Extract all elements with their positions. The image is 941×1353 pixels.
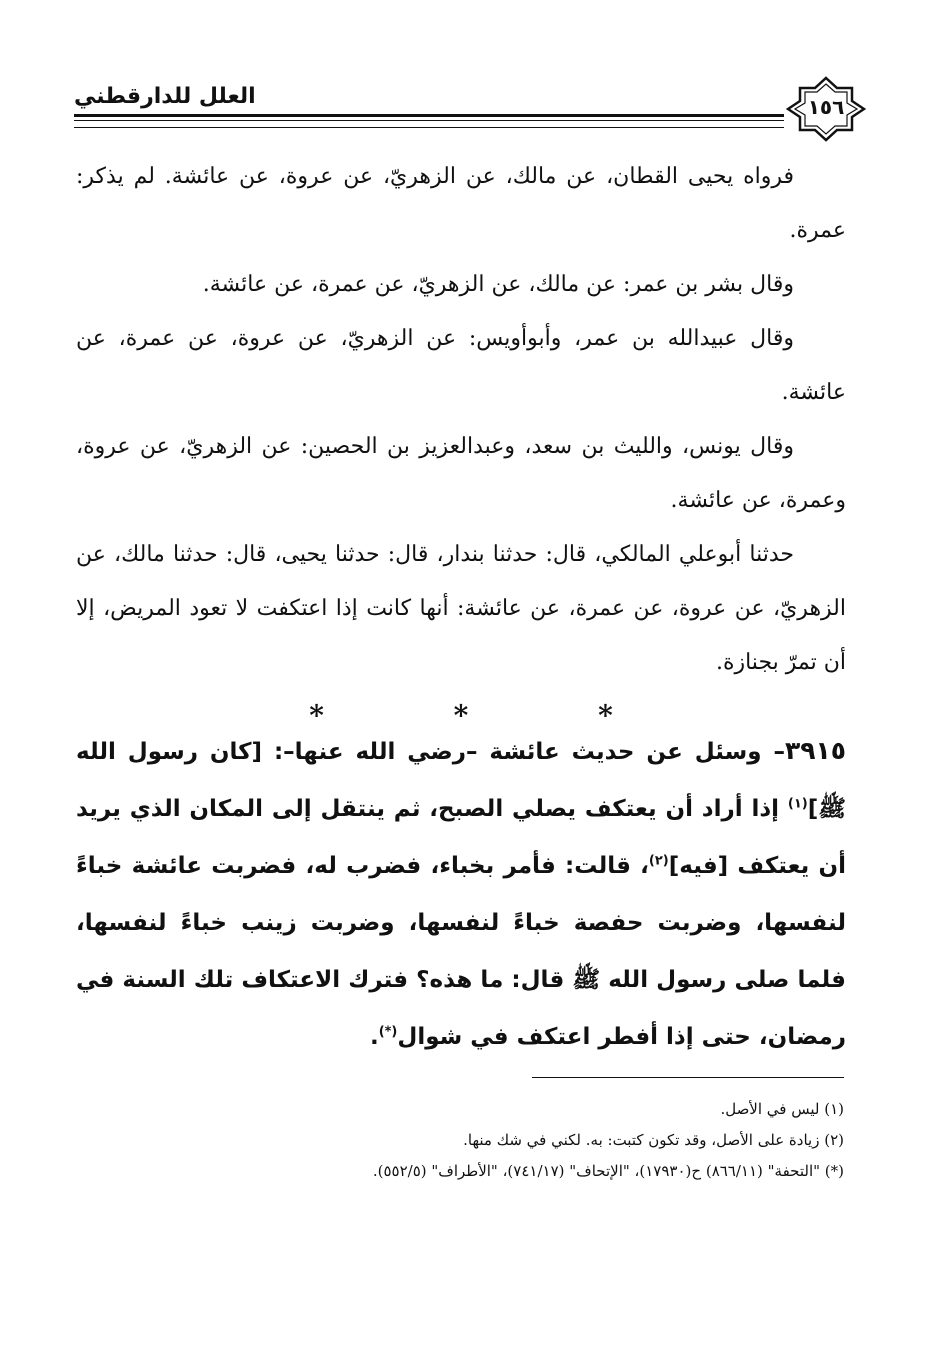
footnote: (١) ليس في الأصل. <box>720 1100 844 1118</box>
page-number: ١٥٦ <box>807 95 845 119</box>
hadith-text-part: ، قالت: فأمر بخباء، فضرب له، فضربت عائشة خباءً لنفسها، وضربت حفصة خباءً لنفسها، وضربت زينب خباءً لنفسها، فلما صلى رسول الله ﷺ قال: ما هذه؟ فترك الاعتكاف تلك السنة في رمضان، حتى إذا أفطر اعتكف في شوال <box>76 853 846 1050</box>
hadith-text-end: . <box>369 1024 379 1050</box>
paragraph: وقال عبيدالله بن عمر، وأبوأويس: عن الزهريّ، عن عروة، عن عمرة، عن عائشة. <box>76 326 846 405</box>
footnotes <box>200 1094 844 1187</box>
footnote-ref: (*) <box>378 1024 398 1040</box>
section-separator: * * * <box>309 699 673 732</box>
footnote: (٢) زيادة على الأصل، وقد تكون كتبت: به. لكني في شك منها. <box>463 1131 844 1149</box>
running-header <box>74 70 864 150</box>
footnote-ref: (٢) <box>648 853 669 869</box>
paragraph: فرواه يحيى القطان، عن مالك، عن الزهريّ، عن عروة، عن عائشة. لم يذكر: عمرة. <box>76 164 846 243</box>
footnote-rule <box>532 1077 844 1078</box>
header-rule <box>74 114 784 128</box>
page-number-badge <box>786 76 866 142</box>
hadith-text-part: إذا أراد أن يعتكف يصلي الصبح، ثم ينتقل إلى المكان الذي يريد أن يعتكف [فيه] <box>76 796 846 879</box>
hadith-text-part: – وسئل عن حديث عائشة –رضي الله عنها–: [كان رسول الله ﷺ] <box>76 739 846 822</box>
footnote: (*) "التحفة" (٨٦٦/١١) ح(١٧٩٣٠)، "الإتحاف" (٧٤١/١٧)، "الأطراف" (٥٥٢/٥). <box>372 1162 844 1180</box>
paragraph: حدثنا أبوعلي المالكي، قال: حدثنا بندار، قال: حدثنا يحيى، قال: حدثنا مالك، عن الزهريّ، عن عروة، عن عمرة، عن عائشة: أنها كانت إذا اعتكفت لا تعود المريض، إلا أن تمرّ بجنازة. <box>76 542 846 675</box>
body-text <box>76 150 846 736</box>
paragraph: وقال بشر بن عمر: عن مالك، عن الزهريّ، عن عمرة، عن عائشة. <box>202 272 794 297</box>
book-title: العلل للدارقطني <box>74 84 256 109</box>
hadith-text <box>76 722 846 1066</box>
paragraph: وقال يونس، والليث بن سعد، وعبدالعزيز بن الحصين: عن الزهريّ، عن عروة، وعمرة، عن عائشة. <box>76 434 846 513</box>
footnote-ref: (١) <box>787 796 808 812</box>
hadith-number: ٣٩١٥ <box>784 736 846 765</box>
hadith-entry <box>76 722 846 1066</box>
